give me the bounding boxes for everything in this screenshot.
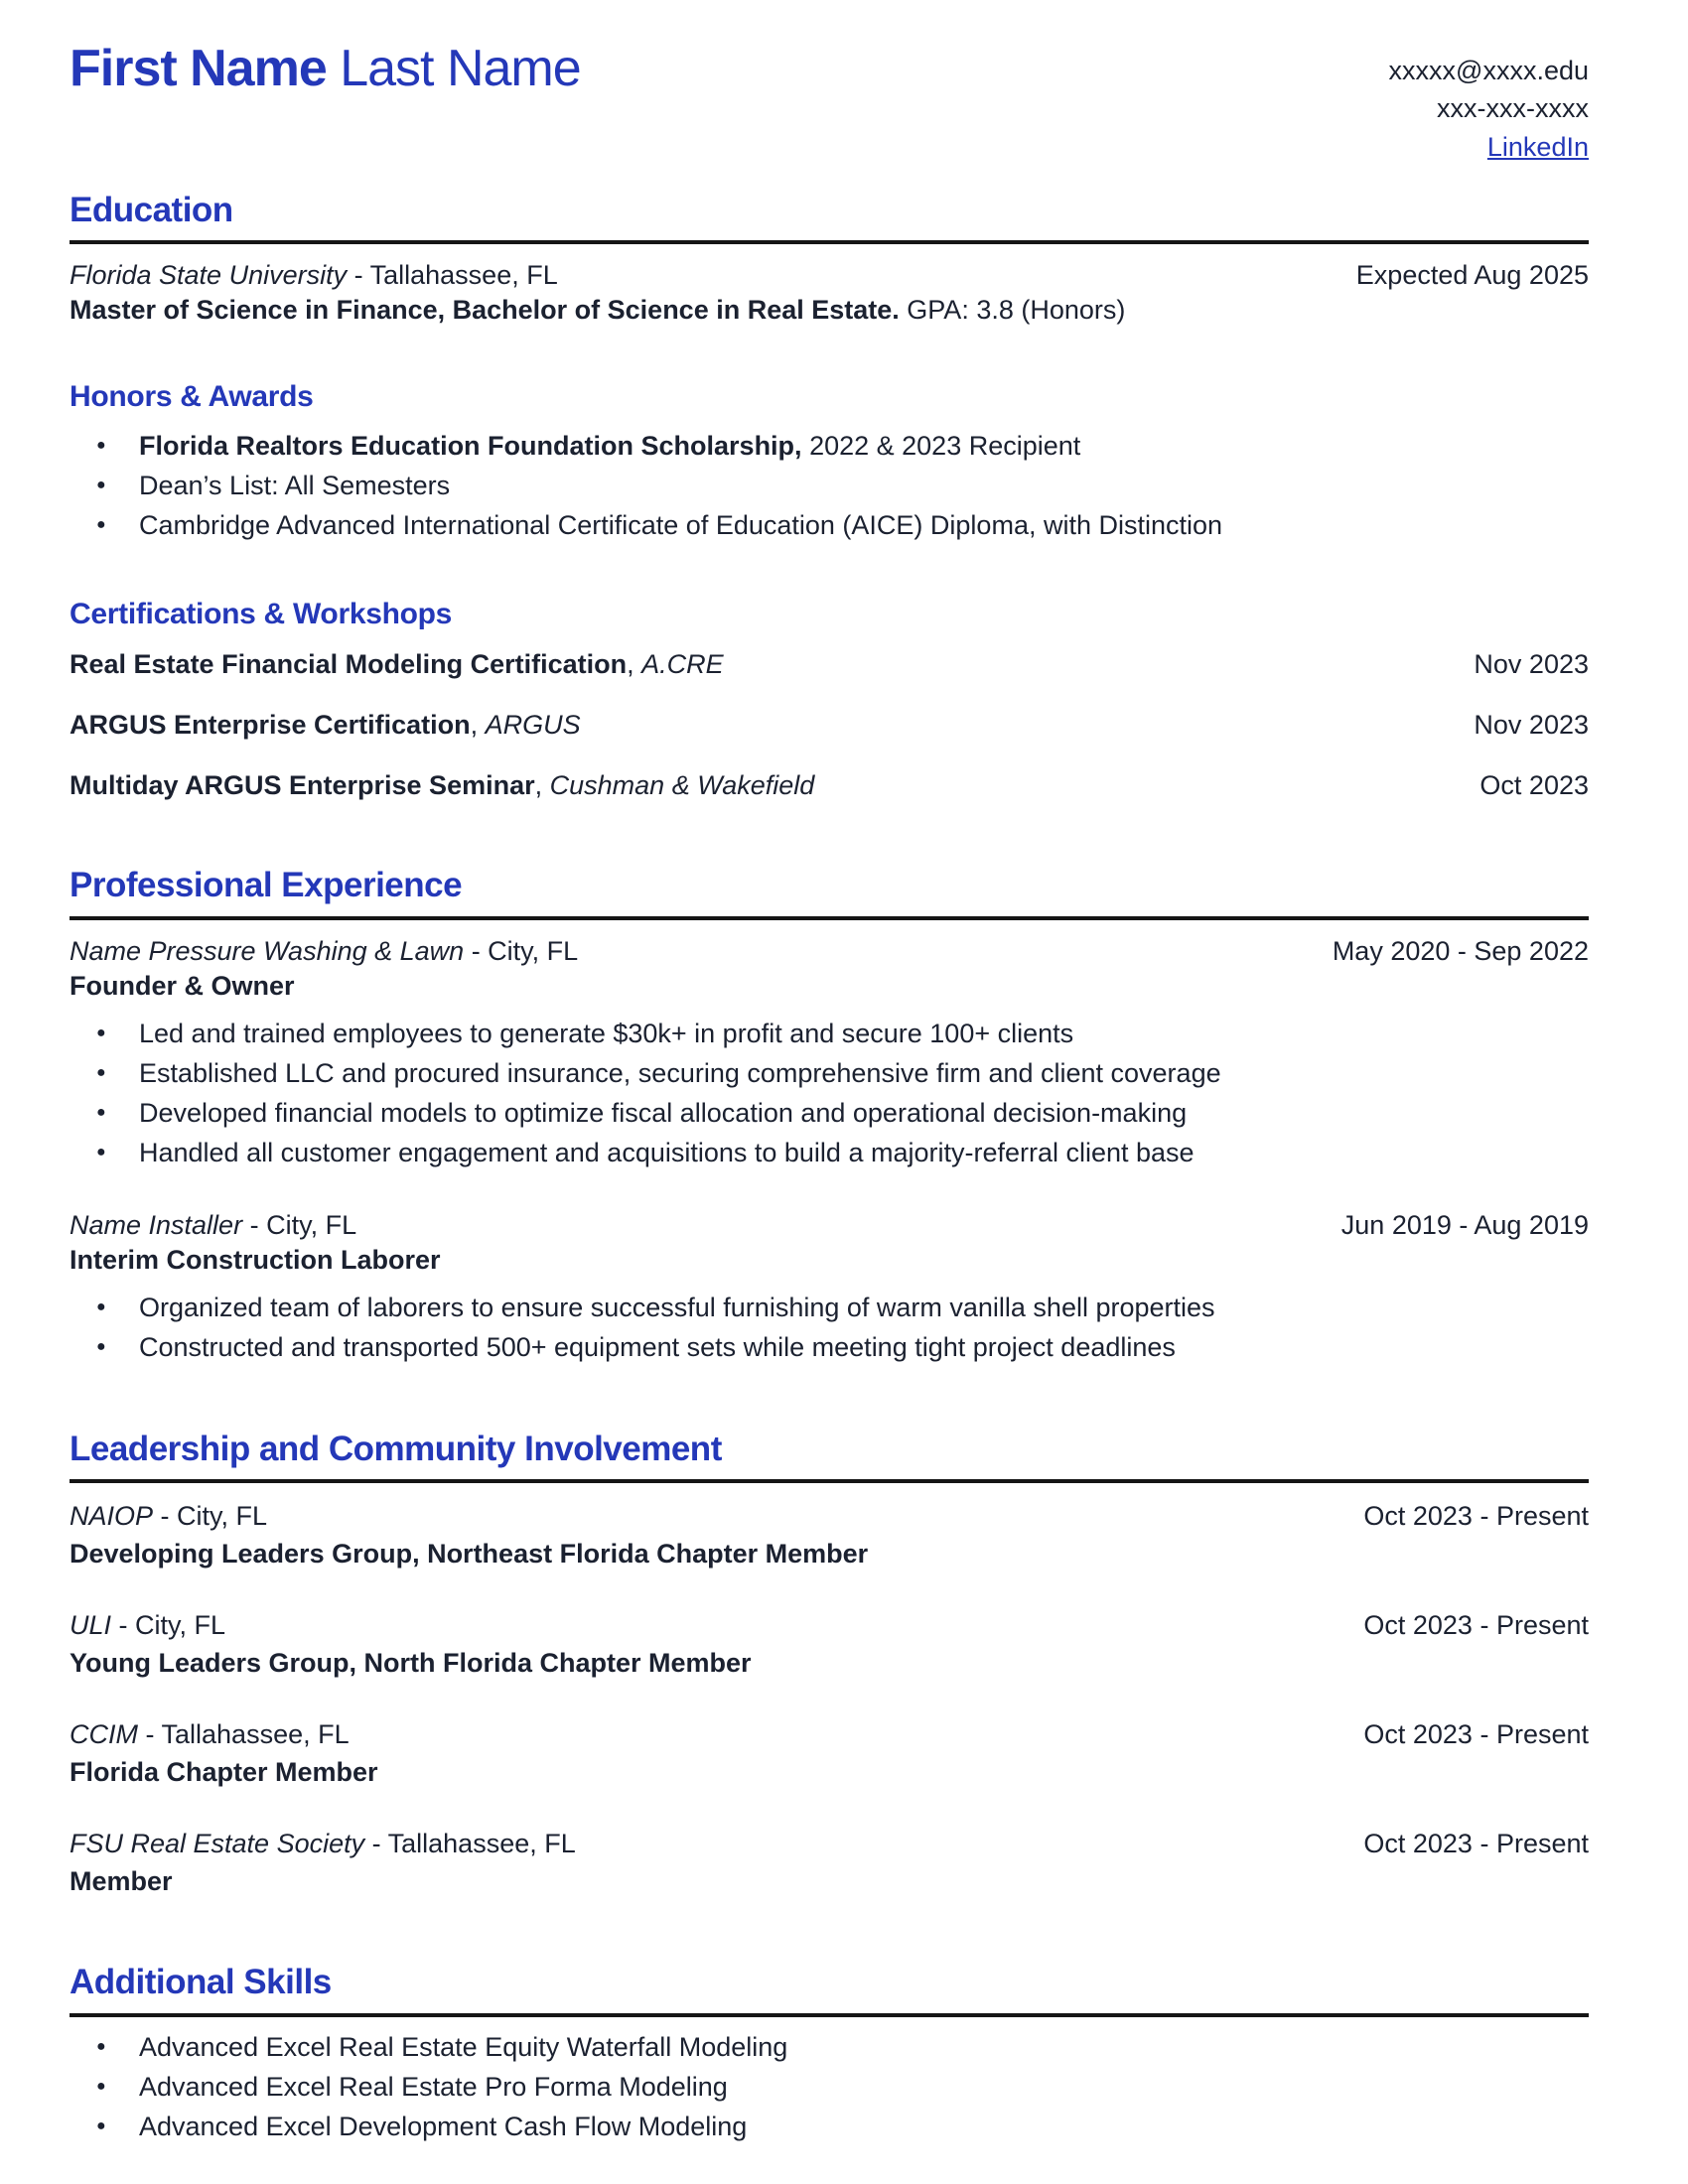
school-name: Florida State University <box>70 260 348 291</box>
education-school-row <box>70 258 1589 293</box>
leadership-item <box>70 1825 1589 1900</box>
leadership-header <box>70 1497 1589 1535</box>
cert-name-bold: ARGUS Enterprise Certification <box>70 710 471 741</box>
list-item: ● Organized team of laborers to ensure successful furnishing of warm vanilla shell properties <box>70 1288 1589 1327</box>
honors-item-text: Dean’s List: All Semesters <box>139 471 451 501</box>
cert-org: A.CRE <box>641 649 724 680</box>
org-location: - Tallahassee, FL <box>364 1829 576 1859</box>
job-company <box>70 934 578 969</box>
cert-date: Nov 2023 <box>1474 649 1589 680</box>
company-location: - City, FL <box>242 1209 357 1240</box>
education-title: Education <box>70 188 1589 245</box>
leadership-item <box>70 1606 1589 1682</box>
leadership-header <box>70 1825 1589 1862</box>
job-date: May 2020 - Sep 2022 <box>1332 935 1589 966</box>
experience-job <box>70 934 1589 1172</box>
degree-gpa: GPA: 3.8 (Honors) <box>899 295 1126 326</box>
cert-name-bold: Real Estate Financial Modeling Certification <box>70 649 628 680</box>
school-location: - Tallahassee, FL <box>347 260 558 291</box>
page-title <box>70 40 581 99</box>
section-experience <box>70 863 1589 1367</box>
company-name: Name Pressure Washing & Lawn <box>70 935 465 966</box>
cert-sep: , <box>470 710 486 741</box>
org-name: FSU Real Estate Society <box>70 1829 365 1859</box>
list-item: ● Advanced Excel Real Estate Pro Forma Modeling <box>70 2067 1589 2107</box>
list-item <box>70 505 1589 545</box>
org-location: - Tallahassee, FL <box>138 1719 350 1750</box>
company-location: - City, FL <box>464 935 579 966</box>
list-item: ● Advanced Excel Development Cash Flow Modeling <box>70 2107 1589 2146</box>
education-date: Expected Aug 2025 <box>1355 260 1589 291</box>
job-bullets <box>70 1014 1589 1172</box>
contact-email: xxxxx@xxxx.edu <box>1388 56 1589 85</box>
cert-org: Cushman & Wakefield <box>549 770 815 801</box>
degree-bold: Master of Science in Finance, Bachelor of Science in Real Estate. <box>70 295 900 326</box>
section-skills <box>70 1960 1589 2146</box>
leadership-org <box>70 1606 225 1644</box>
cert-name <box>70 647 724 682</box>
cert-sep: , <box>627 649 642 680</box>
leadership-date: Oct 2023 - Present <box>1363 1829 1589 1859</box>
list-item <box>70 466 1589 505</box>
leadership-org <box>70 1825 576 1862</box>
list-item: ● Advanced Excel Real Estate Equity Waterfall Modeling <box>70 2027 1589 2067</box>
cert-row <box>70 708 1589 743</box>
education-degree-row <box>70 293 1589 328</box>
list-item: ● Handled all customer engagement and acquisitions to build a majority-referral client base <box>70 1133 1589 1172</box>
cert-row <box>70 647 1589 682</box>
org-location: - City, FL <box>153 1501 268 1532</box>
job-header <box>70 934 1589 969</box>
experience-title: Professional Experience <box>70 863 1589 920</box>
company-name: Name Installer <box>70 1209 243 1240</box>
leadership-title: Leadership and Community Involvement <box>70 1427 1589 1484</box>
honors-item-bold: Florida Realtors Education Foundation Scholarship, <box>139 431 802 462</box>
list-item: ● Led and trained employees to generate $30k+ in profit and secure 100+ clients <box>70 1014 1589 1053</box>
cert-org: ARGUS <box>485 710 581 741</box>
job-role: Founder & Owner <box>70 970 295 1001</box>
cert-sep: , <box>534 770 550 801</box>
contact-phone: xxx-xxx-xxxx <box>1437 93 1589 124</box>
leadership-item <box>70 1497 1589 1572</box>
job-bullets <box>70 1288 1589 1367</box>
list-item: ● Constructed and transported 500+ equipment sets while meeting tight project deadlines <box>70 1327 1589 1367</box>
leadership-role: Young Leaders Group, North Florida Chapter Member <box>70 1648 752 1679</box>
linkedin-link[interactable]: LinkedIn <box>1486 131 1589 162</box>
cert-row <box>70 768 1589 803</box>
last-name: Last Name <box>326 40 581 97</box>
section-education <box>70 188 1589 804</box>
section-leadership <box>70 1427 1589 1901</box>
honors-list <box>70 426 1589 545</box>
cert-name <box>70 768 814 803</box>
leadership-header <box>70 1715 1589 1753</box>
leadership-item <box>70 1715 1589 1791</box>
skills-list <box>70 2027 1589 2146</box>
job-header <box>70 1208 1589 1243</box>
honors-item-text: 2022 & 2023 Recipient <box>801 431 1081 462</box>
cert-name <box>70 708 581 743</box>
org-location: - City, FL <box>111 1610 226 1641</box>
leadership-org <box>70 1497 267 1535</box>
list-item: ● Established LLC and procured insurance, securing comprehensive firm and client coverage <box>70 1053 1589 1093</box>
cert-date: Nov 2023 <box>1474 710 1589 741</box>
list-item: ● Developed financial models to optimize fiscal allocation and operational decision-making <box>70 1093 1589 1133</box>
skills-title: Additional Skills <box>70 1960 1589 2017</box>
honors-title: Honors & Awards <box>70 380 314 414</box>
job-company <box>70 1208 356 1243</box>
experience-job <box>70 1208 1589 1367</box>
header <box>70 40 1589 166</box>
leadership-date: Oct 2023 - Present <box>1363 1610 1589 1641</box>
job-date: Jun 2019 - Aug 2019 <box>1340 1209 1589 1240</box>
org-name: NAIOP <box>70 1501 154 1532</box>
leadership-header <box>70 1606 1589 1644</box>
leadership-role: Member <box>70 1866 173 1897</box>
certifications-title: Certifications & Workshops <box>70 598 453 631</box>
honors-item-text: Cambridge Advanced International Certificate of Education (AICE) Diploma, with Distinction <box>139 510 1223 541</box>
leadership-role: Developing Leaders Group, Northeast Florida Chapter Member <box>70 1539 869 1570</box>
first-name: First Name <box>70 40 327 97</box>
leadership-role: Florida Chapter Member <box>70 1757 378 1788</box>
leadership-org <box>70 1715 350 1753</box>
list-item <box>70 426 1589 466</box>
org-name: CCIM <box>70 1719 138 1750</box>
leadership-date: Oct 2023 - Present <box>1363 1501 1589 1532</box>
contact-block <box>1389 40 1589 166</box>
cert-name-bold: Multiday ARGUS Enterprise Seminar <box>70 770 535 801</box>
leadership-date: Oct 2023 - Present <box>1363 1719 1589 1750</box>
org-name: ULI <box>70 1610 112 1641</box>
education-school <box>70 258 558 293</box>
cert-date: Oct 2023 <box>1479 770 1589 801</box>
job-role: Interim Construction Laborer <box>70 1244 441 1275</box>
